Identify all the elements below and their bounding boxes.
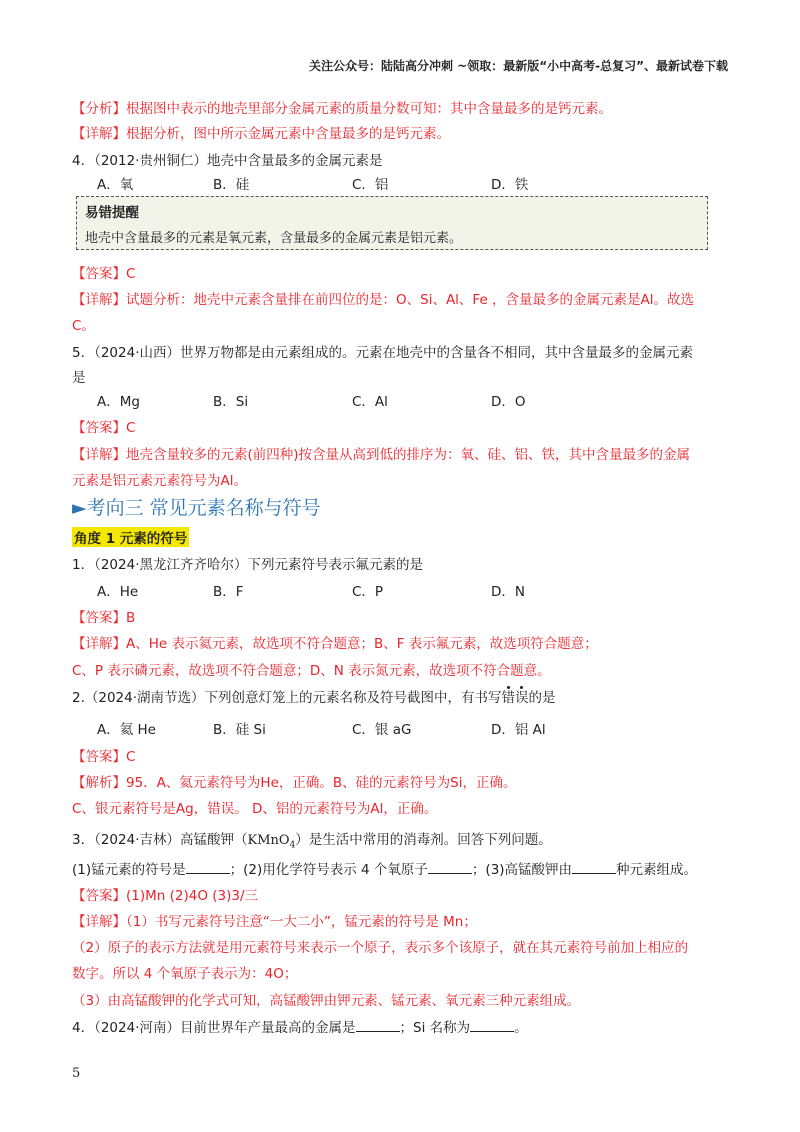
- option-d: D．铝 Al: [491, 722, 546, 738]
- error-tip-title: 易错提醒: [85, 205, 139, 221]
- option-a: A．He: [97, 584, 139, 600]
- option-d: D．N: [491, 584, 525, 600]
- question-5-2: 是: [72, 370, 86, 386]
- question-s2-post: 的是: [528, 690, 556, 706]
- blank-metal: [356, 1019, 400, 1032]
- option-c: C．Al: [352, 394, 388, 410]
- part-2-label: ；(2)用化学符号表示 4 个氧原子: [229, 862, 428, 878]
- chemical-formula: KMnO: [247, 833, 290, 848]
- option-a: A．氧: [97, 177, 134, 193]
- explanation-s3-4: （3）由高锰酸钾的化学式可知，高锰酸钾由钾元素、锰元素、氧元素三种元素组成。: [72, 993, 581, 1009]
- option-a: A．氦 He: [97, 722, 156, 738]
- question-s3-parts: [72, 858, 697, 878]
- emphasis-char-2: 误: [515, 690, 529, 706]
- blank-si-name: [470, 1019, 514, 1032]
- option-d: D．铁: [491, 177, 529, 193]
- page-number: 5: [72, 1066, 81, 1081]
- explanation-s3-2: （2）原子的表示方法就是用元素符号来表示一个原子，表示多个该原子，就在其元素符号前加上相应的: [72, 940, 689, 956]
- answer-4a: 【答案】C: [72, 266, 136, 282]
- question-s2-pre: 2.（2024·湖南节选）下列创意灯笼上的元素名称及符号截图中，有书写: [72, 690, 502, 706]
- explanation-line: 【详解】根据分析，图中所示金属元素中含量最多的是钙元素。: [72, 126, 450, 142]
- explanation-4a-1: 【详解】试题分析：地壳中元素含量排在前四位的是：O、Si、Al、Fe ，含量最多的金属元素是Al。故选: [72, 292, 695, 308]
- question-s4-a: 4．（2024·河南）目前世界年产量最高的金属是: [72, 1020, 356, 1036]
- question-s3-pre: 3．（2024·吉林）高锰酸钾（: [72, 832, 248, 848]
- option-c: C．银 aG: [352, 722, 412, 738]
- question-s2: [72, 686, 556, 706]
- formula-subscript: 4: [289, 840, 296, 851]
- explanation-s1-2: C、P 表示磷元素，故选项不符合题意；D、N 表示氮元素，故选项不符合题意。: [72, 663, 551, 679]
- error-tip-box: [76, 196, 708, 250]
- option-a: A．Mg: [97, 394, 140, 410]
- blank-2: [428, 861, 472, 874]
- part-3-tail: 种元素组成。: [616, 862, 698, 878]
- explanation-s2-2: C、银元素符号是Ag，错误。 D、铝的元素符号为Al，正确。: [72, 801, 438, 817]
- option-b: B．硅 Si: [213, 722, 266, 738]
- section-heading: ►考向三 常见元素名称与符号: [72, 497, 321, 519]
- explanation-5-2: 元素是铝元素元素符号为Al。: [72, 473, 247, 489]
- emphasis-char-1: 错: [501, 690, 516, 706]
- blank-3: [572, 861, 616, 874]
- answer-5: 【答案】C: [72, 420, 136, 436]
- part-1-label: (1)锰元素的符号是: [72, 862, 186, 878]
- explanation-s2-1: 【解析】95．A、氦元素符号为He，正确。B、硅的元素符号为Si，正确。: [72, 775, 517, 791]
- question-s3: [72, 828, 552, 851]
- question-s4: [72, 1016, 528, 1036]
- blank-1: [186, 861, 230, 874]
- option-b: B．Si: [213, 394, 249, 410]
- answer-s3: 【答案】(1)Mn (2)4O (3)3/三: [72, 888, 259, 904]
- explanation-s3-3: 数字。所以 4 个氧原子表示为：4O；: [72, 966, 298, 982]
- question-s4-c: 。: [514, 1020, 528, 1036]
- answer-s2: 【答案】C: [72, 749, 136, 765]
- option-d: D．O: [491, 394, 526, 410]
- question-4a: 4．（2012·贵州铜仁）地壳中含量最多的金属元素是: [72, 153, 383, 169]
- part-3-label: ；(3)高锰酸钾由: [471, 862, 573, 878]
- question-s4-b: ；Si 名称为: [399, 1020, 471, 1036]
- error-tip-body: 地壳中含量最多的元素是氧元素，含量最多的金属元素是铝元素。: [85, 231, 463, 246]
- option-c: C．铝: [352, 177, 389, 193]
- page-header: 关注公众号：陆陆高分冲刺 ~领取：最新版“小中高考-总复习”、最新试卷下载: [309, 59, 728, 73]
- question-5-1: 5．（2024·山西）世界万物都是由元素组成的。元素在地壳中的含量各不相同，其中含量最多的金属元素: [72, 345, 693, 361]
- explanation-5-1: 【详解】地壳含量较多的元素(前四种)按含量从高到低的排序为：氧、硅、铝、铁，其中含量最多的金属: [72, 447, 691, 463]
- explanation-s1-1: 【详解】A、He 表示氦元素，故选项不符合题意；B、F 表示氟元素，故选项符合题意；: [72, 636, 598, 652]
- angle-heading: 角度 1 元素的符号: [72, 527, 189, 547]
- question-s3-post: ）是生活中常用的消毒剂。回答下列问题。: [295, 832, 552, 848]
- answer-s1: 【答案】B: [72, 610, 136, 626]
- explanation-s3-1: 【详解】（1）书写元素符号注意“一大二小”，锰元素的符号是 Mn；: [72, 914, 477, 930]
- option-b: B．硅: [213, 177, 250, 193]
- option-b: B．F: [213, 584, 244, 600]
- question-s1: 1．（2024·黑龙江齐齐哈尔）下列元素符号表示氟元素的是: [72, 557, 423, 573]
- analysis-line: 【分析】根据图中表示的地壳里部分金属元素的质量分数可知：其中含量最多的是钙元素。: [72, 101, 612, 117]
- option-c: C．P: [352, 584, 384, 600]
- explanation-4a-2: C。: [72, 318, 95, 334]
